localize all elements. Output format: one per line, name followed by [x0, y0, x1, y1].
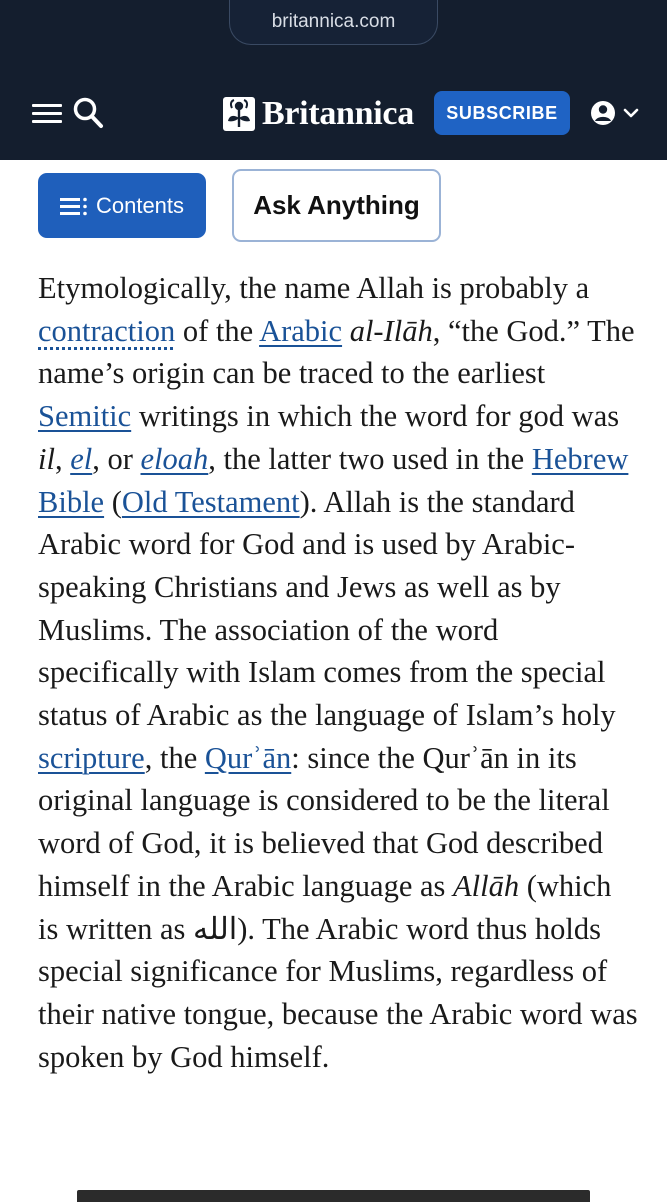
sub-navigation [0, 160, 667, 250]
britannica-logo[interactable] [222, 94, 414, 134]
link-contraction[interactable]: contraction [38, 313, 176, 348]
text-run: writings in which the word for god was [131, 399, 620, 434]
text-run: , “the God.” The name’s origin can be traced to the earliest [38, 313, 635, 391]
list-icon [60, 196, 90, 216]
link-semitic[interactable]: Semitic [38, 399, 132, 434]
ask-anything-button[interactable]: Ask Anything [232, 169, 441, 242]
link-old-testament[interactable]: Old Testament [121, 484, 300, 519]
term-allah: Allāh [453, 868, 520, 903]
article-image[interactable] [77, 1190, 590, 1202]
text-run: of the [175, 313, 260, 348]
text-run [342, 314, 350, 348]
text-run: (which is written as الله). The Arabic word thus holds special significance for Muslims, regardless of their native tongue, because the Arabic word was spoken by God himself. [38, 868, 638, 1074]
search-icon[interactable] [72, 96, 104, 130]
link-scripture[interactable]: scripture [38, 740, 145, 775]
text-run: , the [144, 740, 205, 775]
contents-label: Contents [95, 192, 185, 218]
thistle-logo-icon [222, 96, 256, 132]
menu-icon[interactable] [32, 102, 62, 126]
subscribe-button[interactable]: SUBSCRIBE [434, 91, 570, 135]
text-run: , the latter two used in the [208, 441, 532, 476]
site-header [0, 0, 667, 160]
text-run: , [54, 441, 71, 476]
contents-button[interactable] [38, 173, 206, 238]
link-el[interactable]: el [70, 441, 93, 476]
term-il: il [38, 441, 55, 476]
link-eloah[interactable]: eloah [140, 441, 209, 476]
link-arabic[interactable]: Arabic [259, 313, 343, 348]
text-run: ( [104, 484, 122, 519]
link-quran[interactable]: Qurʾān [204, 740, 292, 775]
link-hebrew-bible[interactable]: Hebrew Bible [38, 441, 629, 519]
term-al-ilah: al-Ilāh [349, 313, 433, 348]
text-run: , or [92, 441, 141, 476]
text-run: Etymologically, the name Allah is probably a [38, 271, 590, 305]
brand-name: Britannica [262, 95, 414, 132]
account-menu[interactable] [590, 99, 642, 127]
account-icon [591, 101, 615, 125]
text-run: : since the Qurʾān in its original language is considered to be the literal word of God, it is believed that God described himself in the Arabic language as [38, 740, 610, 903]
article-paragraph [38, 267, 638, 1078]
chevron-down-icon [625, 110, 637, 116]
text-run: ). Allah is the standard Arabic word for God and is used by Arabic-speaking Christians and Jews as well as by Muslims. The association of the word specifically with Islam comes from the special status of Arabic as the language of Islam’s holy [38, 484, 616, 733]
url-bar[interactable]: britannica.com [229, 0, 438, 45]
